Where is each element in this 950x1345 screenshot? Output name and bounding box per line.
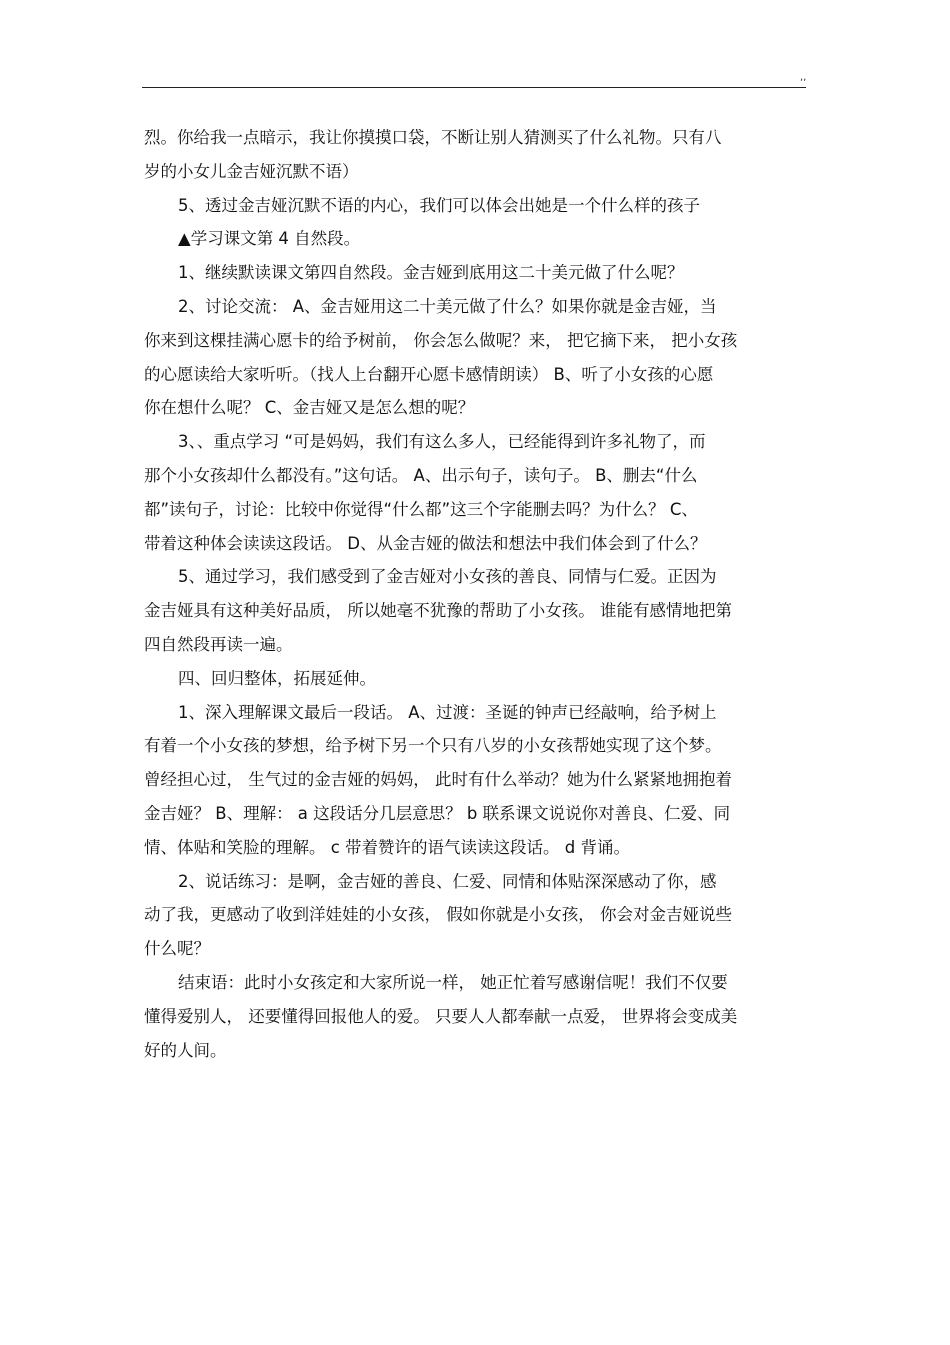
text-line: 1、继续默读课文第四自然段。金吉娅到底用这二十美元做了什么呢？: [178, 263, 684, 283]
text-line: 岁的小女儿金吉娅沉默不语）: [144, 161, 359, 181]
text-line: 2、讨论交流： A、金吉娅用这二十美元做了什么？如果你就是金吉娅，当: [178, 296, 717, 316]
text-line: 四自然段再读一遍。: [144, 634, 293, 654]
text-line: 金吉娅？ B、理解： a 这段话分几层意思？ b 联系课文说说你对善良、仁爱、同: [144, 803, 731, 823]
text-line: 你来到这棵挂满心愿卡的给予树前， 你会怎么做呢？来， 把它摘下来， 把小女孩: [144, 330, 738, 350]
text-line: 动了我，更感动了收到洋娃娃的小女孩， 假如你就是小女孩， 你会对金吉娅说些: [144, 905, 732, 925]
text-line: 四、回归整体，拓展延伸。: [178, 668, 376, 688]
page-header-mark: ,,: [800, 72, 807, 83]
text-line: 5、透过金吉娅沉默不语的内心，我们可以体会出她是一个什么样的孩子: [178, 195, 700, 215]
header-rule: [142, 87, 806, 88]
text-line: 懂得爱别人， 还要懂得回报他人的爱。 只要人人都奉献一点爱， 世界将会变成美: [144, 1006, 738, 1026]
text-line: 金吉娅具有这种美好品质， 所以她毫不犹豫的帮助了小女孩。 谁能有感情地把第: [144, 601, 732, 621]
text-line: 都”读句子，讨论：比较中你觉得“什么都”这三个字能删去吗？为什么？ C、: [144, 499, 698, 519]
text-line: ▲学习课文第 4 自然段。: [178, 229, 361, 249]
text-line: 1、深入理解课文最后一段话。 A、过渡：圣诞的钟声已经敲响，给予树上: [178, 702, 717, 722]
text-line: 的心愿读给大家听听。（找人上台翻开心愿卡感情朗读） B、听了小女孩的心愿: [144, 364, 714, 384]
text-line: 有着一个小女孩的梦想，给予树下另一个只有八岁的小女孩帮她实现了这个梦。: [144, 736, 722, 756]
text-line: 2、说话练习：是啊，金吉娅的善良、仁爱、同情和体贴深深感动了你，感: [178, 871, 717, 891]
document-body: [144, 121, 806, 1067]
text-line: 什么呢？: [144, 939, 210, 959]
text-line: 烈。你给我一点暗示，我让你摸摸口袋，不断让别人猜测买了什么礼物。只有八: [144, 128, 722, 147]
text-line: 5、通过学习，我们感受到了金吉娅对小女孩的善良、同情与仁爱。正因为: [178, 567, 717, 587]
text-line: 带着这种体会读读这段话。 D、从金吉娅的做法和想法中我们体会到了什么？: [144, 533, 707, 553]
text-line: 好的人间。: [144, 1040, 227, 1060]
text-line: 你在想什么呢？ C、金吉娅又是怎么想的呢？: [144, 398, 475, 418]
text-line: 那个小女孩却什么都没有。”这句话。 A、出示句子，读句子。 B、删去“什么: [144, 465, 698, 485]
text-line: 情、体贴和笑脸的理解。 c 带着赞许的语气读读这段话。 d 背诵。: [144, 837, 631, 857]
text-line: 曾经担心过， 生气过的金吉娅的妈妈， 此时有什么举动？她为什么紧紧地拥抱着: [144, 770, 732, 790]
text-line: 结束语：此时小女孩定和大家所说一样， 她正忙着写感谢信呢！我们不仅要: [178, 972, 728, 992]
text-line: 3、、重点学习 “可是妈妈，我们有这么多人，已经能得到许多礼物了，而: [178, 432, 706, 452]
